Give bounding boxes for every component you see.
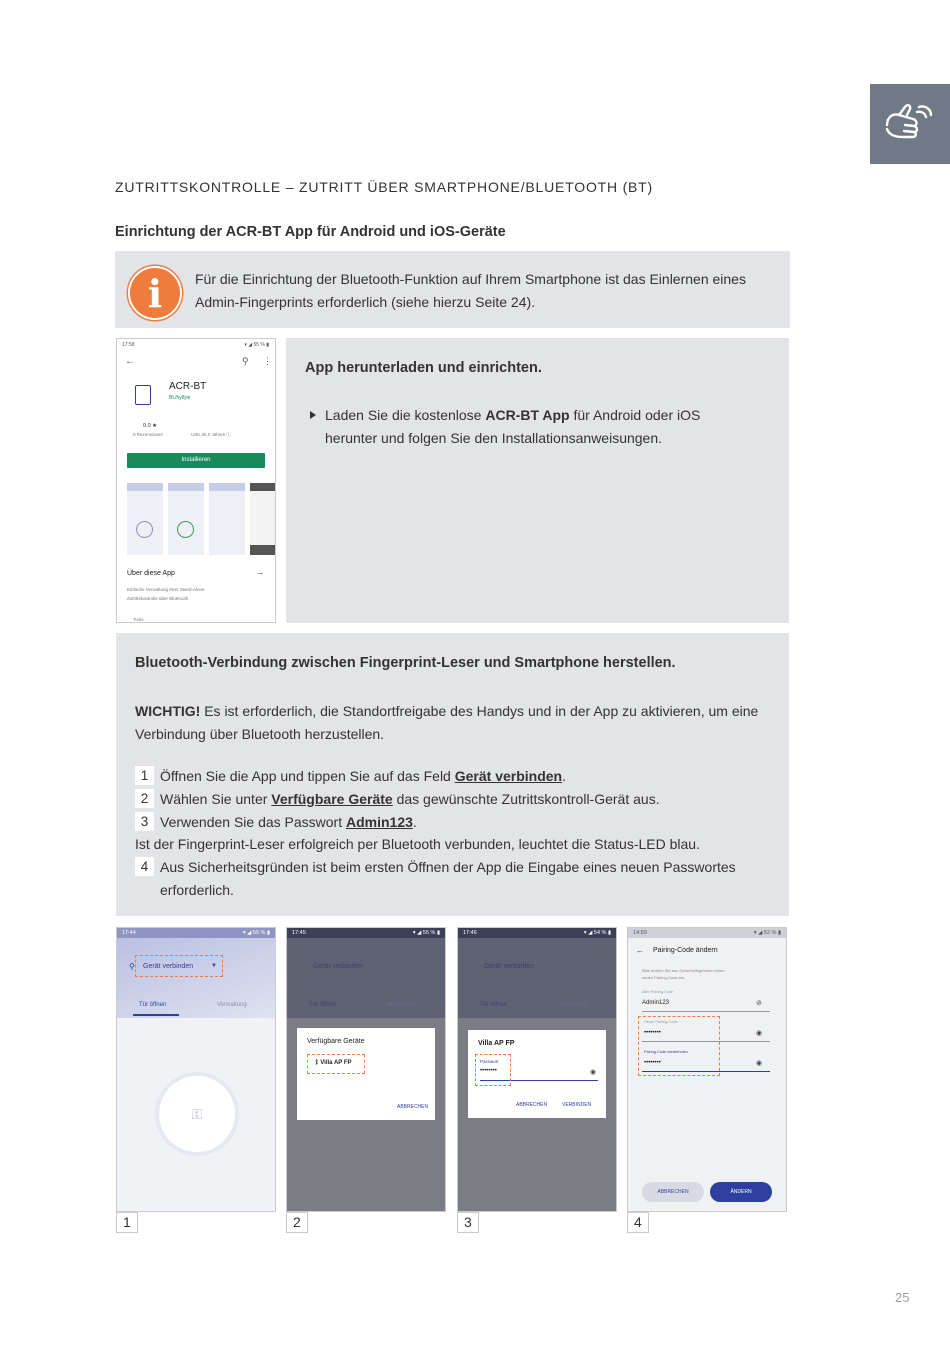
- password-dialog: Villa AP FP Passwort •••••••• ◉ ABBRECHEN VERBINDEN: [468, 1030, 606, 1118]
- cancel-button[interactable]: ABBRECHEN: [642, 1182, 704, 1202]
- app-screenshot-2: 17:45 ▾ ◢ 55 % ▮ Gerät verbinden Tür öffnen Verwaltung Verfügbare Geräte ᛒ Villa AP FP ABBRECHEN: [286, 927, 446, 1212]
- app-preview-1: [127, 483, 163, 555]
- eye-icon[interactable]: ◉: [590, 1069, 597, 1076]
- instruction-2: 2 Wählen Sie unter Verfügbare Geräte das gewünschte Zutrittskontroll-Gerät aus.: [135, 788, 775, 811]
- instruction-1: 1 Öffnen Sie die App und tippen Sie auf das Feld Gerät verbinden.: [135, 765, 775, 788]
- cancel-button[interactable]: ABBRECHEN: [397, 1104, 429, 1110]
- search-icon[interactable]: ⚲: [242, 356, 249, 366]
- app-screenshot-3: 17:46 ▾ ◢ 54 % ▮ Gerät verbinden Tür öffnen Verwaltung Villa AP FP Passwort •••••••• ◉ ABBRECHEN VERBINDEN: [457, 927, 617, 1212]
- info-text: Für die Einrichtung der Bluetooth-Funktion auf Ihrem Smartphone ist das Einlernen eines Admin-Fingerprints erforderlich (siehe hierzu Seite 24).: [195, 271, 746, 310]
- eye-off-icon[interactable]: ⊘: [756, 1000, 762, 1007]
- step-download-text: Laden Sie die kostenlose ACR-BT App für Android oder iOS herunter und folgen Sie den Installationsanweisungen.: [308, 404, 778, 450]
- eye-icon[interactable]: ◉: [756, 1030, 763, 1037]
- tab-open-door[interactable]: Tür öffnen: [139, 1002, 167, 1008]
- instruction-3: 3 Verwenden Sie das Passwort Admin123.: [135, 811, 775, 834]
- important-note: WICHTIG! Es ist erforderlich, die Standortfreigabe des Handys und in der App zu aktivieren, um eine Verbindung über Bluetooth herzustellen.: [135, 703, 759, 742]
- info-box: [115, 251, 790, 328]
- back-arrow-icon[interactable]: ←: [636, 946, 644, 955]
- tab-management[interactable]: Verwaltung: [217, 1002, 247, 1008]
- connect-button[interactable]: VERBINDEN: [562, 1102, 592, 1108]
- highlight-device: [307, 1054, 365, 1074]
- step-bluetooth-panel: [116, 633, 789, 916]
- dropdown-icon: ▼: [211, 963, 217, 969]
- install-button[interactable]: Installieren: [127, 453, 265, 468]
- highlight-connect: [135, 955, 223, 977]
- connect-device-button[interactable]: Gerät verbinden: [143, 963, 194, 970]
- hand-touch-icon: [883, 101, 937, 147]
- caption-1: 1: [116, 1212, 138, 1233]
- section-title: ZUTRITTSKONTROLLE – ZUTRITT ÜBER SMARTPHONE/BLUETOOTH (BT): [115, 179, 653, 195]
- page-number: 25: [895, 1290, 910, 1305]
- change-button[interactable]: ÄNDERN: [710, 1182, 772, 1202]
- link-icon: ⚲: [129, 962, 135, 971]
- step-bluetooth-heading: Bluetooth-Verbindung zwischen Fingerprint-Leser und Smartphone herstellen.: [135, 655, 676, 671]
- available-devices-dialog: Verfügbare Geräte ᛒ Villa AP FP ABBRECHEN: [297, 1028, 435, 1120]
- back-arrow-icon[interactable]: ←: [125, 356, 135, 367]
- repeat-code-field[interactable]: ••••••••: [644, 1060, 661, 1066]
- app-icon: [135, 385, 151, 405]
- caption-3: 3: [457, 1212, 479, 1233]
- more-icon[interactable]: ⋮: [263, 356, 272, 366]
- app-preview-2: [168, 483, 204, 555]
- app-preview-4: [250, 483, 276, 555]
- new-code-field[interactable]: ••••••••: [644, 1030, 661, 1036]
- app-screenshot-1: 17:44 ▾ ◢ 55 % ▮ ⚲ Gerät verbinden ▼ Tür öffnen Verwaltung ⚿: [116, 927, 276, 1212]
- old-code-field[interactable]: Admin123: [642, 1000, 670, 1006]
- app-developer: BL/hyllyle: [169, 395, 191, 401]
- instruction-4: 4 Aus Sicherheitsgründen ist beim ersten Öffnen der App die Eingabe eines neuen Passwortes erforderlich.: [135, 856, 775, 902]
- page-subtitle: Einrichtung der ACR-BT App für Android und iOS-Geräte: [115, 224, 506, 240]
- eye-icon[interactable]: ◉: [756, 1060, 763, 1067]
- app-name: ACR-BT: [169, 381, 207, 392]
- info-icon: i: [128, 266, 182, 320]
- caption-4: 4: [627, 1212, 649, 1233]
- about-heading[interactable]: Über diese App: [127, 570, 175, 577]
- step-download-panel: [286, 338, 789, 623]
- bullet-arrow-icon: [310, 411, 316, 419]
- device-item[interactable]: ᛒ Villa AP FP: [315, 1060, 352, 1066]
- key-icon: ⚿: [191, 1105, 203, 1122]
- highlight-password: [475, 1054, 511, 1086]
- step-download-heading: App herunterladen und einrichten.: [305, 360, 542, 376]
- app-screenshot-4: 14:59 ▾ ◢ 52 % ▮ ← Pairing-Code ändern Bitte ändern Sie aus Sicherheitsgründen einen neuen Pairing-Code ein. Alter Pairing-Code Admin123 ⊘ Neuer Pairing-Code •••••••• ◉ Pairing-Code wiederholen •••••••• ◉ ABBRECHEN ÄNDERN: [627, 927, 787, 1212]
- unlock-button[interactable]: [159, 1076, 235, 1152]
- play-store-screenshot: 17:58 ▾ ◢ 55 % ▮ ← ⚲ ⋮ ACR-BT BL/hyllyle 0.0 ★ 0 Rezensionen USK ab 0 Jahren ⓘ Installieren Über diese App → Einfache Verwaltung Ihrer Stand-Alone Zutrittskontrolle über Bluetooth Tools: [116, 338, 276, 623]
- status-note: Ist der Fingerprint-Leser erfolgreich per Bluetooth verbunden, leuchtet die Status-LED blau.: [135, 836, 700, 852]
- password-field[interactable]: ••••••••: [480, 1068, 497, 1074]
- highlight-new-code: [638, 1016, 720, 1076]
- about-arrow-icon[interactable]: →: [255, 567, 264, 577]
- app-preview-3: [209, 483, 245, 555]
- caption-2: 2: [286, 1212, 308, 1233]
- cancel-button[interactable]: ABBRECHEN: [516, 1102, 548, 1108]
- chapter-tab: [870, 84, 950, 164]
